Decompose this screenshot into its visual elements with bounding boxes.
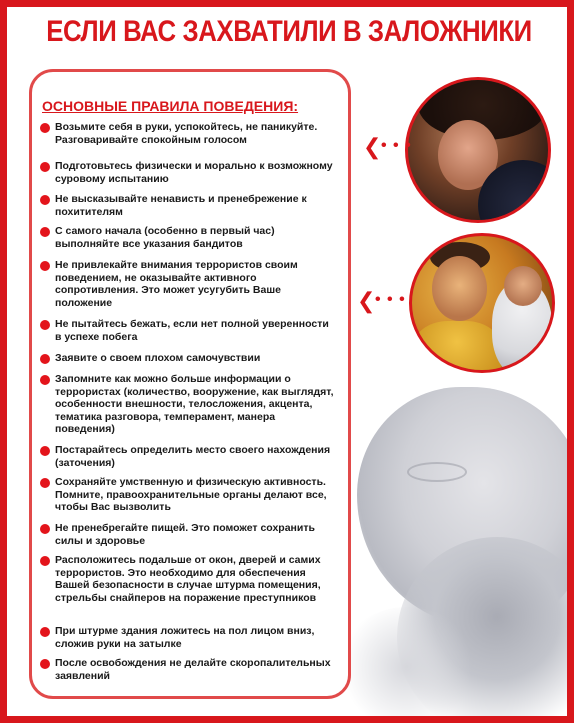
- bullet-icon: [40, 227, 50, 237]
- rule-text: Заявите о своем плохом самочувствии: [55, 352, 261, 364]
- bullet-icon: [40, 261, 50, 271]
- rule-text: Постарайтесь определить место своего нахождения (заточения): [55, 444, 331, 469]
- bullet-icon: [40, 556, 50, 566]
- rule-text: При штурме здания ложитесь на пол лицом вниз, сложив руки на затылке: [55, 625, 315, 650]
- rule-item: [40, 318, 340, 343]
- rule-text: Не привлекайте внимания террористов своим поведением, не оказывайте активного сопротивления. Это может усугубить Ваше положение: [55, 259, 298, 309]
- rule-item: [40, 373, 340, 436]
- arrow-left-icon: ❮: [363, 134, 382, 159]
- rule-item: [40, 522, 340, 547]
- rule-list: [32, 72, 348, 696]
- dotted-line-icon: • • •: [381, 137, 412, 154]
- rule-item: [40, 625, 340, 650]
- rules-heading: ОСНОВНЫЕ ПРАВИЛА ПОВЕДЕНИЯ:: [42, 98, 299, 114]
- rule-item: [40, 444, 340, 469]
- arrow-left-icon: ❮: [357, 288, 376, 313]
- rule-text: Расположитесь подальше от окон, дверей и самих террористов. Это необходимо для обеспечения Вашей безопасности в случае штурма помещения, стрельбы снайперов на поражение преступников: [55, 554, 321, 604]
- dotted-line-icon: • • •: [375, 291, 406, 308]
- bullet-icon: [40, 446, 50, 456]
- bullet-icon: [40, 354, 50, 364]
- bullet-icon: [40, 659, 50, 669]
- rule-item: [40, 554, 340, 604]
- bullet-icon: [40, 478, 50, 488]
- rule-item: [40, 657, 340, 682]
- rule-text: Запомните как можно больше информации о террористах (количество, вооружение, как выглядят, особенности внешности, телосложения, акцента, тематика разговора, темперамент, манера поведения): [55, 373, 334, 436]
- rule-item: [40, 160, 340, 185]
- bullet-icon: [40, 123, 50, 133]
- bullet-icon: [40, 524, 50, 534]
- rules-panel: [29, 69, 351, 699]
- bullet-icon: [40, 375, 50, 385]
- rule-item: [40, 121, 340, 146]
- poster-title: ЕСЛИ ВАС ЗАХВАТИЛИ В ЗАЛОЖНИКИ: [46, 15, 532, 48]
- rule-text: Сохраняйте умственную и физическую активность. Помните, правоохранительные органы делают все, чтобы Вас вызволить: [55, 476, 327, 514]
- rule-text: Не пренебрегайте пищей. Это поможет сохранить силы и здоровье: [55, 522, 315, 547]
- rule-item: [40, 193, 340, 218]
- rule-text: После освобождения не делайте скоропалительных заявлений: [55, 657, 331, 682]
- rule-item: [40, 352, 340, 365]
- bullet-icon: [40, 627, 50, 637]
- rule-text: Не пытайтесь бежать, если нет полной уверенности в успехе побега: [55, 318, 329, 343]
- photo-hostages: [409, 233, 555, 373]
- bullet-icon: [40, 320, 50, 330]
- rule-item: [40, 225, 340, 250]
- photo-crying-woman: [405, 77, 551, 223]
- bullet-icon: [40, 195, 50, 205]
- rule-item: [40, 476, 340, 514]
- rule-text: Подготовьтесь физически и морально к возможному суровому испытанию: [55, 160, 333, 185]
- bullet-icon: [40, 162, 50, 172]
- rule-text: Возьмите себя в руки, успокойтесь, не паникуйте. Разговаривайте спокойным голосом: [55, 121, 318, 146]
- background-photo-man: [337, 367, 574, 723]
- rule-text: Не высказывайте ненависть и пренебрежение к похитителям: [55, 193, 307, 218]
- rule-text: С самого начала (особенно в первый час) выполняйте все указания бандитов: [55, 225, 275, 250]
- rule-item: [40, 259, 340, 309]
